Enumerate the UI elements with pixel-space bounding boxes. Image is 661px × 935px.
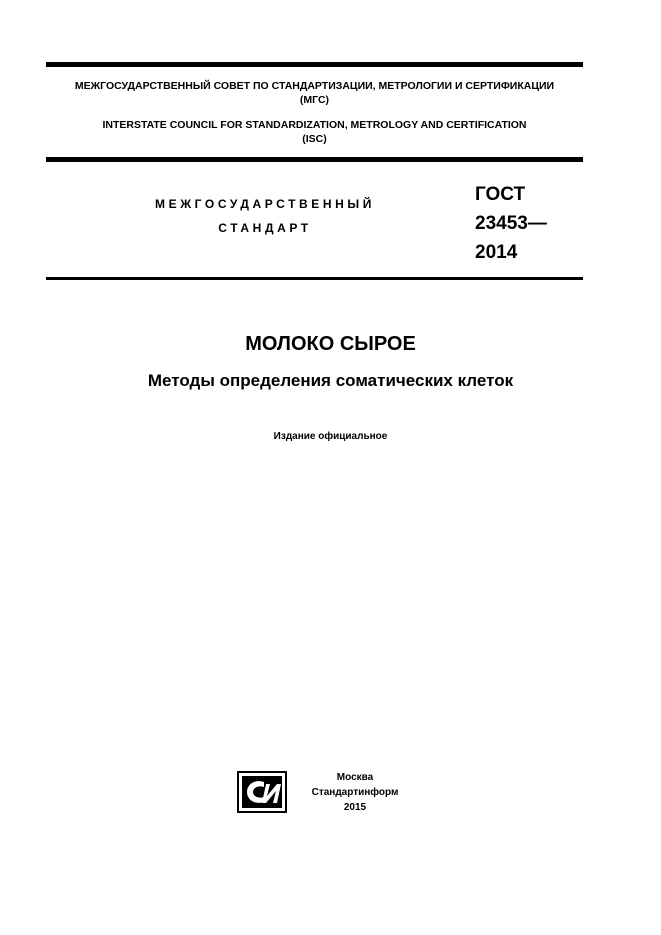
document-subtitle: Методы определения соматических клеток — [147, 371, 514, 390]
imprint-city: Москва — [336, 772, 374, 783]
document-title: МОЛОКО СЫРОЕ — [245, 333, 416, 355]
standard-label-line2: СТАНДАРТ — [218, 221, 312, 235]
gost-label: ГОСТ — [475, 184, 526, 205]
council-en-line2: (ISC) — [302, 133, 327, 145]
lower-rule — [46, 277, 583, 280]
middle-rule — [46, 157, 583, 162]
imprint-year: 2015 — [343, 802, 367, 813]
imprint-publisher: Стандартинформ — [311, 787, 399, 798]
imprint — [300, 770, 410, 815]
standard-label-line1: МЕЖГОСУДАРСТВЕННЫЙ — [155, 197, 375, 211]
standartinform-logo-icon — [236, 770, 288, 814]
top-rule — [46, 62, 583, 67]
council-ru-line2: (МГС) — [299, 94, 330, 106]
council-ru-line1: МЕЖГОСУДАРСТВЕННЫЙ СОВЕТ ПО СТАНДАРТИЗАЦИИ, МЕТРОЛОГИИ И СЕРТИФИКАЦИИ — [74, 80, 555, 92]
edition-note: Издание официальное — [273, 431, 388, 442]
council-name-en — [46, 118, 583, 146]
gost-year: 2014 — [475, 242, 518, 263]
council-en-line1: INTERSTATE COUNCIL FOR STANDARDIZATION, METROLOGY AND CERTIFICATION — [102, 119, 527, 131]
gost-number: 23453— — [475, 213, 547, 234]
council-name-ru — [46, 79, 583, 107]
